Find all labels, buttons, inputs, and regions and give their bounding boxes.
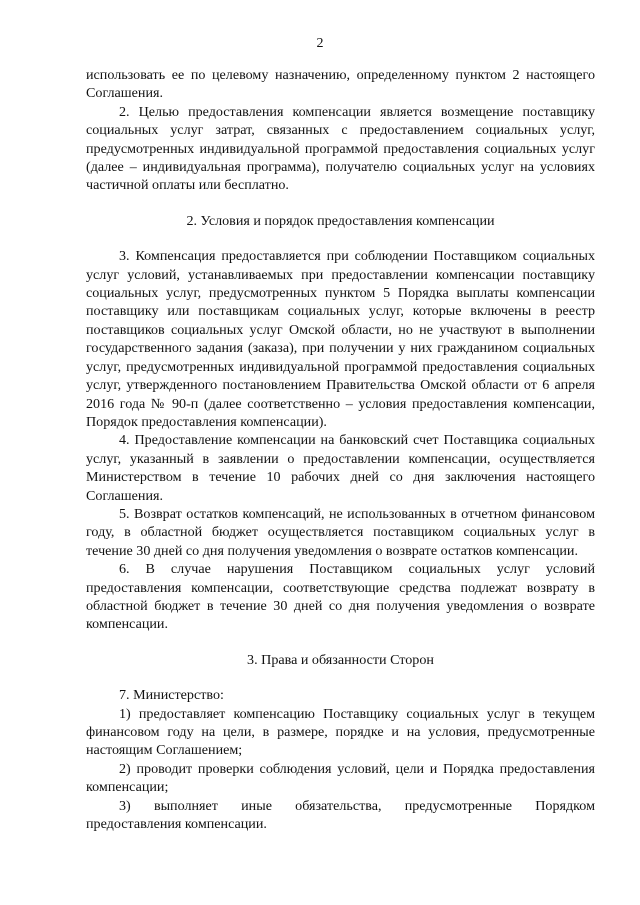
paragraph-6: 6. В случае нарушения Поставщиком социальных услуг условий предоставления компенсации, соответствующие средства подлежат возврату в областной бюджет в течение 30 дней со дня получения уведомления о возврате компенсации. (86, 561, 595, 633)
paragraph-3: 3. Компенсация предоставляется при соблюдении Поставщиком социальных услуг условий, устанавливаемых при предоставлении компенсации поставщику социальных услуг, предусмотренных пунктом 5 Порядка выплаты компенсации поставщику или поставщикам социальных услуг, которые включены в реестр поставщиков социальных услуг Омской области, но не участвуют в выполнении государственного задания (заказа), при получении у них гражданином социальных услуг, предусмотренных индивидуальной программой предоставления социальных услуг, утвержденного постановлением Правительства Омской области от 6 апреля 2016 года № 90-п (далее соответственно – условия предоставления компенсации, Порядок предоставления компенсации). (86, 248, 595, 430)
paragraph-7: 7. Министерство: (119, 687, 224, 704)
paragraph-7-3: 3) выполняет иные обязательства, предусмотренные Порядком предоставления компенсации. (86, 797, 595, 833)
paragraph-7-1: 1) предоставляет компенсацию Поставщику социальных услуг в текущем финансовом году на цели, в размере, порядке и на условия, предусмотренные настоящим Соглашением; (86, 705, 595, 759)
spacer (86, 669, 595, 686)
spacer (86, 195, 595, 212)
document-body (86, 66, 595, 833)
spacer (86, 230, 595, 247)
paragraph-7-2: 2) проводит проверки соблюдения условий, цели и Порядка предоставления компенсации; (86, 760, 595, 796)
paragraph-4: 4. Предоставление компенсации на банковский счет Поставщика социальных услуг, указанный в заявлении о предоставлении компенсации, осуществляется Министерством в течение 10 рабочих дней со дня заключения настоящего Соглашения. (86, 432, 595, 504)
section-2-heading: 2. Условия и порядок предоставления компенсации (186, 212, 495, 229)
paragraph-continuation: использовать ее по целевому назначению, определенному пунктом 2 настоящего Соглашения. (86, 67, 595, 102)
spacer (86, 634, 595, 651)
paragraph-5: 5. Возврат остатков компенсаций, не использованных в отчетном финансовом году, в областной бюджет осуществляется поставщиком социальных услуг в течение 30 дней со дня получения уведомления о возврате остатков компенсации. (86, 505, 595, 559)
section-3-heading: 3. Права и обязанности Сторон (247, 651, 434, 668)
paragraph-2: 2. Целью предоставления компенсации является возмещение поставщику социальных услуг затрат, связанных с предоставлением социальных услуг, предусмотренных индивидуальной программой предоставления социальных услуг (далее – индивидуальная программа), получателю социальных услуг на условиях частичной оплаты или бесплатно. (86, 103, 595, 194)
page-number: 2 (316, 36, 324, 51)
